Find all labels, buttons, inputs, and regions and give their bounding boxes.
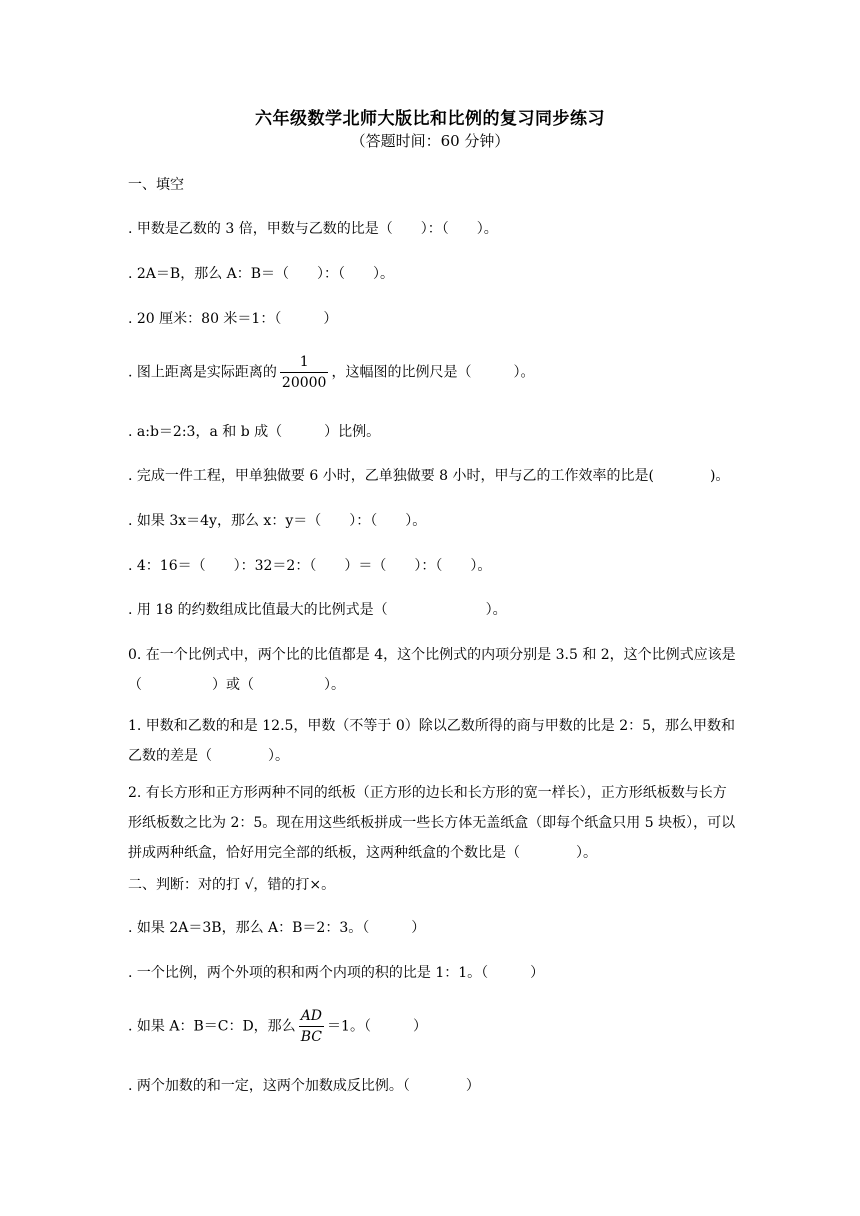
question-2: . 2A＝B，那么 A：B＝（ ）：（ ）。 <box>128 266 395 282</box>
question-6: . 完成一件工程，甲单独做要 6 小时，乙单独做要 8 小时，甲与乙的工作效率的比是( )。 <box>128 468 730 484</box>
question-4-text-before: . 图上距离是实际距离的 <box>128 364 277 381</box>
fraction-numerator: 1 <box>280 352 329 373</box>
question-10: 0. 在一个比例式中，两个比的比值都是 4，这个比例式的内项分别是 3.5 和 2，这个比例式应该是（ ）或（ ）。 <box>128 647 736 693</box>
question-5: . a:b＝2:3，a 和 b 成（ ）比例。 <box>128 424 381 440</box>
judge-question-2: . 一个比例，两个外项的积和两个内项的积的比是 1：1。（ ） <box>128 965 545 981</box>
fraction-ad-bc <box>299 1006 324 1047</box>
question-11: 1. 甲数和乙数的和是 12.5，甲数（不等于 0）除以乙数所得的商与甲数的比是 2：5，那么甲数和乙数的差是（ ）。 <box>128 718 736 764</box>
question-3: . 20 厘米：80 米＝1：（ ） <box>128 311 338 327</box>
fraction-denominator: BC <box>300 1029 322 1045</box>
fraction-denominator: 20000 <box>281 375 327 391</box>
question-7: . 如果 3x＝4y，那么 x：y＝（ ）：（ ）。 <box>128 513 427 529</box>
question-8: . 4：16＝（ ）：32＝2：（ ）＝（ ）：（ ）。 <box>128 558 492 574</box>
judge-question-3-text-after: ＝1。（ ） <box>327 1018 427 1035</box>
question-12: 2. 有长方形和正方形两种不同的纸板（正方形的边长和长方形的宽一样长），正方形纸板数与长方形纸板数之比为 2：5。现在用这些纸板拼成一些长方体无盖纸盒（即每个纸盒只用 5 块板），可以拼成两种纸盒，恰好用完全部的纸板，这两种纸盒的个数比是（ ）。 <box>128 785 736 861</box>
question-1: . 甲数是乙数的 3 倍，甲数与乙数的比是（ ）：（ ）。 <box>128 221 498 237</box>
judge-question-3-text-before: . 如果 A：B＝C：D，那么 <box>128 1018 296 1035</box>
fraction-scale <box>280 352 329 393</box>
judge-question-3 <box>128 1006 740 1047</box>
question-9: . 用 18 的约数组成比值最大的比例式是（ ）。 <box>128 602 507 618</box>
judge-question-1: . 如果 2A＝3B，那么 A：B＝2：3。（ ） <box>128 920 426 936</box>
section-heading-true-false: 二、判断：对的打 √，错的打×。 <box>128 877 336 893</box>
page-title: 六年级数学北师大版比和比例的复习同步练习 <box>255 109 605 129</box>
section-heading-fill-blank: 一、填空 <box>128 177 184 193</box>
page-subtitle: （答题时间：60 分钟） <box>350 132 510 150</box>
judge-question-4: . 两个加数的和一定，这两个加数成反比例。（ ） <box>128 1078 480 1094</box>
question-4-text-after: ，这幅图的比例尺是（ ）。 <box>331 364 535 381</box>
fraction-numerator: AD <box>299 1006 324 1027</box>
question-4 <box>128 352 740 393</box>
